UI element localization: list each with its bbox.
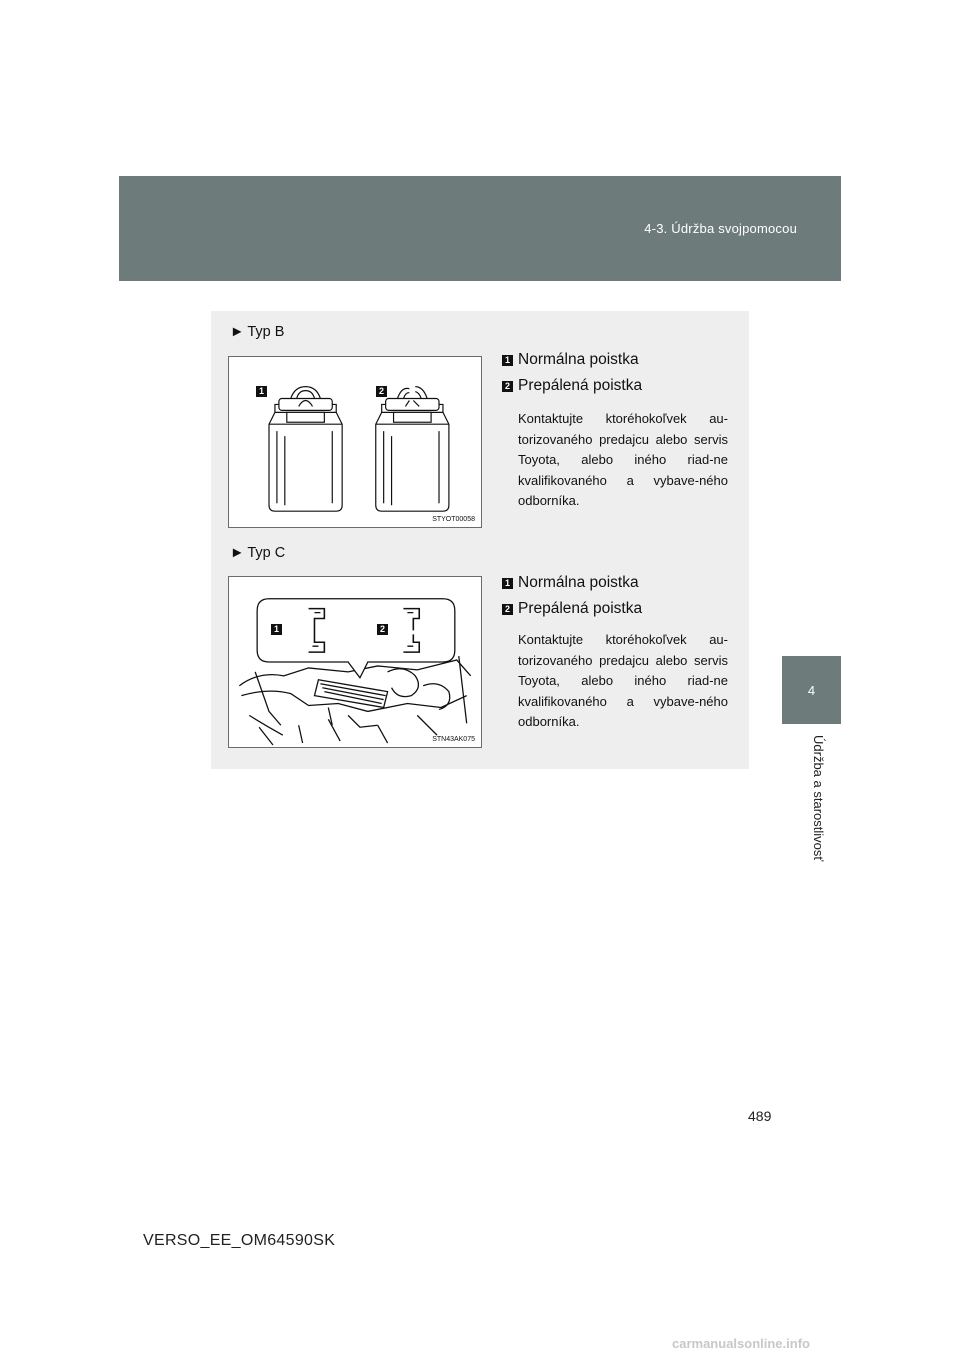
item-normal-fuse-c [502,574,639,592]
callout-2: 2 [377,624,388,635]
chapter-tab[interactable] [782,656,841,724]
triangle-marker-icon: ► [230,545,245,561]
content-panel [211,311,749,769]
callout-1: 1 [271,624,282,635]
type-b-title: Typ B [247,324,285,340]
type-c-title: Typ C [247,545,286,561]
callout-2: 2 [376,386,387,397]
item-label: Prepálená poistka [518,377,643,394]
page-number: 489 [748,1108,772,1124]
item-number: 2 [502,604,513,615]
document-code: VERSO_EE_OM64590SK [143,1232,336,1249]
section-title: 4-3. Údržba svojpomocou [644,221,797,236]
item-number: 1 [502,355,513,366]
item-blown-fuse-c [502,600,642,618]
item-blown-fuse-b [502,377,642,395]
item-label: Prepálená poistka [518,600,643,617]
fuse-illustration-type-c [229,577,481,747]
chapter-number: 4 [807,682,816,698]
item-normal-fuse-b [502,351,639,369]
chapter-label: Údržba a starostlivosť [811,735,826,862]
fuse-illustration-type-b [229,357,481,527]
description-type-c: Kontaktujte ktoréhokoľvek au-torizovaného predajcu alebo servis Toyota, alebo iného riad-ne kvalifikovaného a vybave-ného odborníka. [518,632,728,729]
watermark: carmanualsonline.info [672,1336,810,1351]
item-number: 1 [502,578,513,589]
triangle-marker-icon: ► [230,324,245,340]
section-header [119,176,841,281]
figure-type-b [228,356,482,528]
description-type-b: Kontaktujte ktoréhokoľvek au-torizovaného predajcu alebo servis Toyota, alebo iného riad-ne kvalifikovaného a vybave-ného odborníka. [518,411,728,508]
type-b-heading [230,324,284,340]
item-label: Normálna poistka [518,351,639,368]
item-number: 2 [502,381,513,392]
figure-code: STYOT00058 [432,516,475,523]
figure-code: STN43AK075 [432,736,475,743]
item-label: Normálna poistka [518,574,639,591]
figure-type-c [228,576,482,748]
type-c-heading [230,545,285,561]
callout-1: 1 [256,386,267,397]
